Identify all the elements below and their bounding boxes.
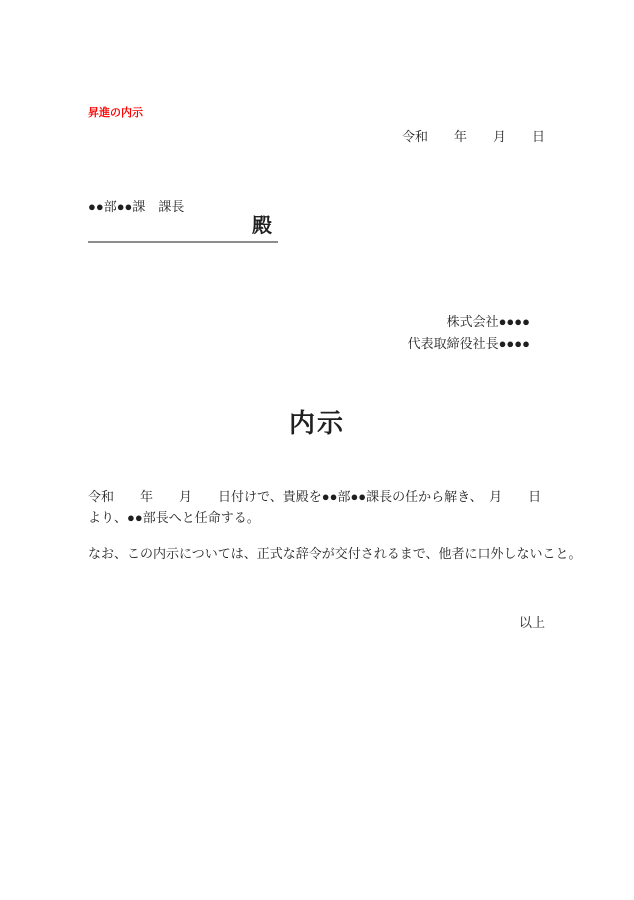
body-paragraph-appointment: [88, 486, 541, 528]
addressee-position-line: ●●部●●課 課長: [88, 199, 185, 214]
honorific-dono: 殿: [252, 215, 272, 237]
sender-block: [408, 311, 530, 355]
doc-type-label: 昇進の内示: [88, 107, 143, 119]
document-title: 内示: [288, 408, 345, 438]
body-paragraph-appointment-line1: 令和 年 月 日付けで、貴殿を●●部●●課長の任から解き、 月 日: [88, 489, 542, 504]
sender-representative-name: 代表取締役社長●●●●: [407, 336, 530, 351]
sender-company-name: 株式会社●●●●: [446, 314, 530, 329]
date-line: 令和 年 月 日: [401, 129, 545, 144]
closing-ijo: 以上: [518, 615, 545, 630]
recipient-name-blank: [88, 212, 278, 243]
body-paragraph-confidentiality: なお、この内示については、正式な辞令が交付されるまで、他者に口外しないこと。: [88, 546, 582, 561]
body-paragraph-appointment-line2: より、●●部長へと任命する。: [88, 510, 260, 525]
